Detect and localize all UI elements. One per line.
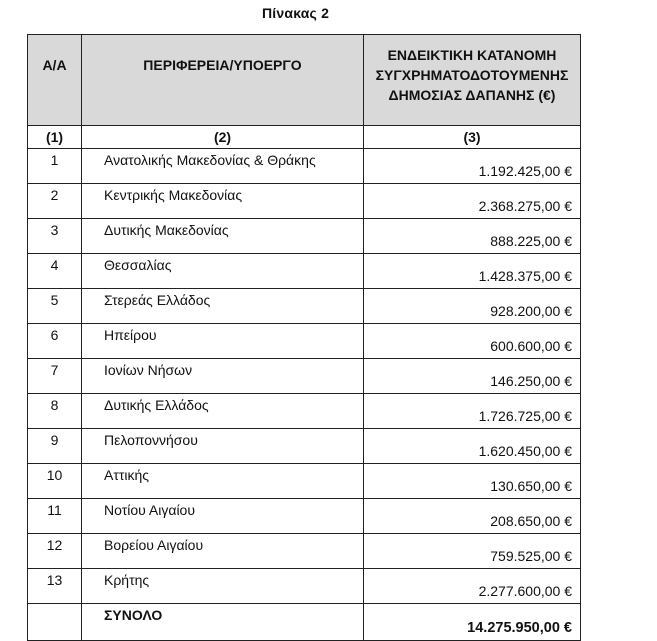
amount: 759.525,00 € [364, 534, 581, 569]
row-number: 10 [28, 464, 82, 499]
amount: 888.225,00 € [364, 219, 581, 254]
row-number: 5 [28, 289, 82, 324]
amount: 208.650,00 € [364, 499, 581, 534]
table-row [28, 534, 581, 569]
region-name: Νοτίου Αιγαίου [82, 499, 364, 534]
column-number-3: (3) [364, 126, 581, 149]
region-name: Δυτικής Ελλάδος [82, 394, 364, 429]
region-name: Ανατολικής Μακεδονίας & Θράκης [82, 149, 364, 184]
row-number: 2 [28, 184, 82, 219]
total-amount: 14.275.950,00 € [364, 604, 581, 641]
row-number: 8 [28, 394, 82, 429]
amount: 146.250,00 € [364, 359, 581, 394]
table-row [28, 149, 581, 184]
header-region: ΠΕΡΙΦΕΡΕΙΑ/ΥΠΟΕΡΓΟ [82, 35, 364, 126]
amount: 2.368.275,00 € [364, 184, 581, 219]
table-row [28, 464, 581, 499]
row-number: 13 [28, 569, 82, 604]
amount: 1.428.375,00 € [364, 254, 581, 289]
amount: 2.277.600,00 € [364, 569, 581, 604]
amount: 1.192.425,00 € [364, 149, 581, 184]
column-number-row [28, 126, 581, 149]
region-name: Αττικής [82, 464, 364, 499]
allocation-table [27, 34, 581, 641]
region-name: Βορείου Αιγαίου [82, 534, 364, 569]
header-amount-line-2: ΣΥΓΧΡΗΜΑΤΟΔΟΤΟΥΜΕΝΗΣ [375, 67, 569, 83]
amount: 1.726.725,00 € [364, 394, 581, 429]
table-row [28, 429, 581, 464]
region-name: Ηπείρου [82, 324, 364, 359]
amount: 600.600,00 € [364, 324, 581, 359]
table-row [28, 569, 581, 604]
column-number-1: (1) [28, 126, 82, 149]
header-amount-line-1: ΕΝΔΕΙΚΤΙΚΗ ΚΑΤΑΝΟΜΗ [387, 47, 557, 63]
region-name: Στερεάς Ελλάδος [82, 289, 364, 324]
row-number: 1 [28, 149, 82, 184]
total-row [28, 604, 581, 641]
row-number: 12 [28, 534, 82, 569]
region-name: Δυτικής Μακεδονίας [82, 219, 364, 254]
region-name: Ιονίων Νήσων [82, 359, 364, 394]
table-row [28, 289, 581, 324]
row-number: 3 [28, 219, 82, 254]
table-row [28, 184, 581, 219]
column-number-2: (2) [82, 126, 364, 149]
amount: 1.620.450,00 € [364, 429, 581, 464]
table-row [28, 394, 581, 429]
row-number: 11 [28, 499, 82, 534]
total-label: ΣΥΝΟΛΟ [82, 604, 364, 641]
row-number: 4 [28, 254, 82, 289]
table-row [28, 219, 581, 254]
table-row [28, 499, 581, 534]
amount: 130.650,00 € [364, 464, 581, 499]
amount: 928.200,00 € [364, 289, 581, 324]
header-row [28, 35, 581, 126]
row-number: 9 [28, 429, 82, 464]
table-row [28, 324, 581, 359]
region-name: Κεντρικής Μακεδονίας [82, 184, 364, 219]
header-aa: Α/Α [28, 35, 82, 126]
row-number: 7 [28, 359, 82, 394]
table-row [28, 359, 581, 394]
header-amount-line-3: ΔΗΜΟΣΙΑΣ ΔΑΠΑΝΗΣ (€) [388, 87, 556, 103]
region-name: Πελοποννήσου [82, 429, 364, 464]
header-amount [364, 35, 581, 126]
table-row [28, 254, 581, 289]
table-caption: Πίνακας 2 [262, 5, 330, 21]
region-name: Κρήτης [82, 569, 364, 604]
region-name: Θεσσαλίας [82, 254, 364, 289]
total-row-number [28, 604, 82, 641]
row-number: 6 [28, 324, 82, 359]
